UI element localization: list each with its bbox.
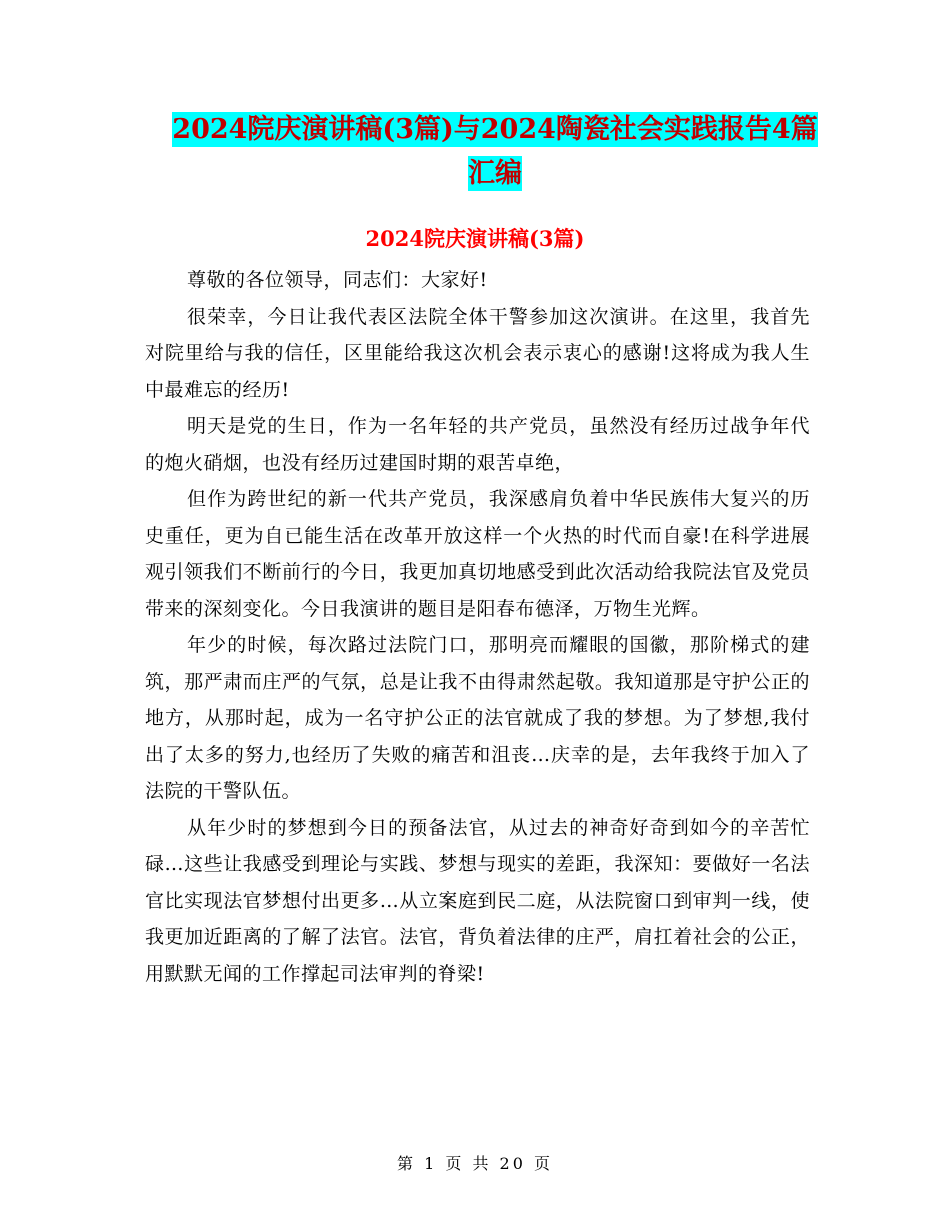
document-title	[140, 108, 850, 196]
paragraph-6: 从年少时的梦想到今日的预备法官，从过去的神奇好奇到如今的辛苦忙碌…这些让我感受到理论与实践、梦想与现实的差距，我深知：要做好一名法官比实现法官梦想付出更多…从立案庭到民二庭，从法院窗口到审判一线，使我更加近距离的了解了法官。法官，背负着法律的庄严，肩扛着社会的公正，用默默无闻的工作撑起司法审判的脊梁!	[145, 816, 810, 985]
paragraph-5: 年少的时候，每次路过法院门口，那明亮而耀眼的国徽，那阶梯式的建筑，那严肃而庄严的气氛，总是让我不由得肃然起敬。我知道那是守护公正的地方，从那时起，成为一名守护公正的法官就成了我的梦想。为了梦想,我付出了太多的努力,也经历了失败的痛苦和沮丧…庆幸的是，去年我终于加入了法院的干警队伍。	[145, 634, 810, 802]
document-title-line1: 2024院庆演讲稿(3篇)与2024陶瓷社会实践报告4篇	[172, 114, 818, 145]
section-title: 2024院庆演讲稿(3篇)	[365, 226, 585, 251]
paragraph-1: 尊敬的各位领导，同志们：大家好!	[187, 269, 488, 291]
page-footer: 第 1 页 共 20 页	[397, 1154, 553, 1173]
paragraph-3: 明天是党的生日，作为一名年轻的共产党员，虽然没有经历过战争年代的炮火硝烟，也没有经历过建国时期的艰苦卓绝，	[145, 415, 810, 474]
paragraph-2: 很荣幸，今日让我代表区法院全体干警参加这次演讲。在这里，我首先对院里给与我的信任，区里能给我这次机会表示衷心的感谢!这将成为我人生中最难忘的经历!	[145, 305, 810, 401]
document-body	[145, 262, 810, 992]
paragraph-4: 但作为跨世纪的新一代共产党员，我深感肩负着中华民族伟大复兴的历史重任，更为自已能生活在改革开放这样一个火热的时代而自豪!在科学进展观引领我们不断前行的今日，我更加真切地感受到此次活动给我院法官及党员带来的深刻变化。今日我演讲的题目是阳春布德泽，万物生光辉。	[145, 488, 810, 620]
document-title-line2: 汇编	[468, 158, 522, 189]
